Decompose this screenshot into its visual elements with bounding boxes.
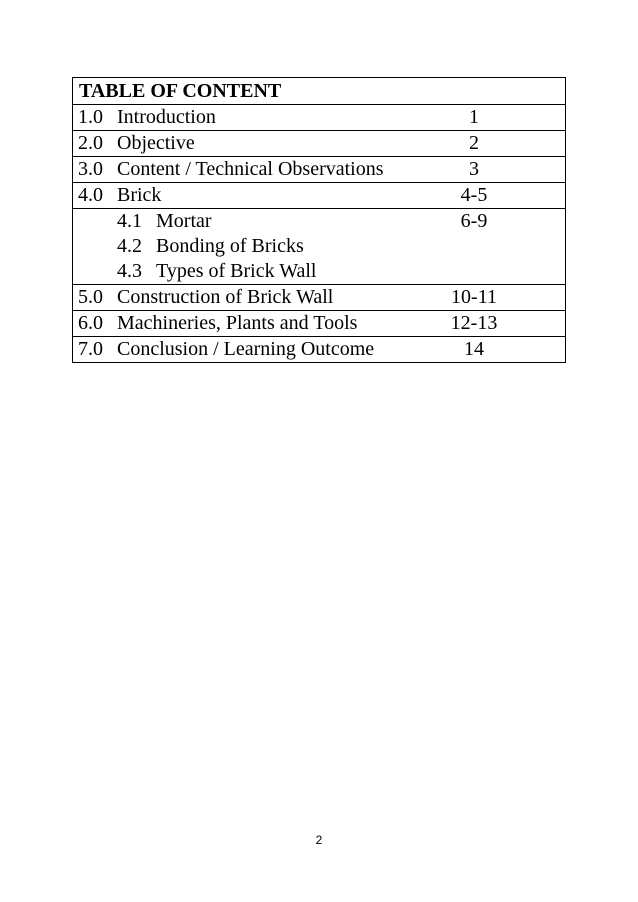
toc-subentry-types (73, 259, 565, 284)
toc-entry-machineries (73, 310, 565, 336)
toc-subentry-label: Types of Brick Wall (156, 260, 317, 282)
toc-entry-introduction (73, 104, 565, 130)
toc-entry-label: Introduction (117, 106, 216, 128)
toc-entry-number: 3.0 (78, 158, 103, 180)
toc-subentry-number: 4.2 (117, 235, 142, 257)
toc-entry-conclusion (73, 336, 565, 362)
toc-entry-number: 7.0 (78, 338, 103, 360)
toc-entry-page: 1 (469, 106, 479, 128)
toc-subentry-number: 4.1 (117, 210, 142, 232)
table-of-contents (72, 77, 566, 363)
toc-subentry-number: 4.3 (117, 260, 142, 282)
toc-entry-page: 3 (469, 158, 479, 180)
toc-entry-label: Content / Technical Observations (117, 158, 384, 180)
toc-entry-label: Machineries, Plants and Tools (117, 312, 358, 334)
toc-subentry-mortar (73, 208, 565, 234)
toc-entry-number: 6.0 (78, 312, 103, 334)
toc-entry-label: Conclusion / Learning Outcome (117, 338, 375, 360)
toc-entry-number: 5.0 (78, 286, 103, 308)
toc-subentry-label: Bonding of Bricks (156, 235, 304, 257)
toc-entry-label: Construction of Brick Wall (117, 286, 334, 308)
toc-subentry-page: 6-9 (460, 210, 488, 232)
page-number: 2 (315, 833, 323, 847)
toc-subentry-bonding (73, 234, 565, 259)
toc-entry-page: 14 (464, 338, 484, 360)
toc-entry-page: 12-13 (450, 312, 498, 334)
toc-entry-label: Objective (117, 132, 195, 154)
toc-entry-construction (73, 284, 565, 310)
toc-entry-number: 1.0 (78, 106, 103, 128)
toc-title: TABLE OF CONTENT (79, 80, 282, 102)
toc-entry-objective (73, 130, 565, 156)
toc-entry-number: 2.0 (78, 132, 103, 154)
toc-entry-page: 4-5 (460, 184, 488, 206)
toc-subentry-label: Mortar (156, 210, 212, 232)
toc-entry-page: 10-11 (451, 286, 497, 308)
toc-entry-number: 4.0 (78, 184, 103, 206)
toc-entry-page: 2 (469, 132, 479, 154)
toc-entry-content (73, 156, 565, 182)
toc-entry-brick (73, 182, 565, 208)
toc-entry-label: Brick (117, 184, 162, 206)
